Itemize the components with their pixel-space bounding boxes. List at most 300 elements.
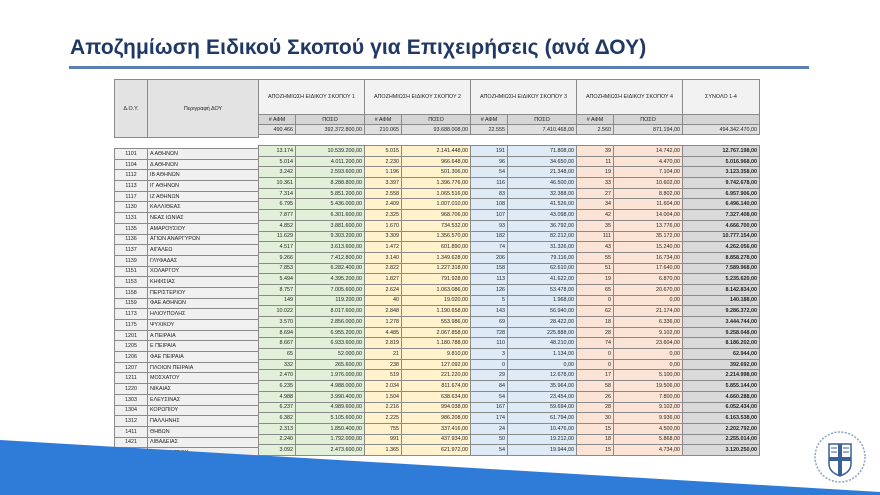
table-row xyxy=(115,330,259,341)
doy-code: 1421 xyxy=(115,437,148,448)
cell-afm2: 2.325 xyxy=(365,210,402,221)
cell-poso4: 4.500,00 xyxy=(614,423,683,434)
cell-poso3: 0,00 xyxy=(508,359,577,370)
cell-afm2: 755 xyxy=(365,423,402,434)
cell-poso2: 986.208,00 xyxy=(402,413,471,424)
cell-poso2: 968.706,00 xyxy=(402,210,471,221)
cell-poso1: 7.005.600,00 xyxy=(296,284,365,295)
cell-poso4: 6.336,00 xyxy=(614,317,683,328)
cell-poso3: 53.478,00 xyxy=(508,284,577,295)
cell-poso4: 17.640,00 xyxy=(614,263,683,274)
table-row xyxy=(115,245,259,256)
total-poso-2: 93.688.008,00 xyxy=(402,125,471,135)
cell-poso2: 1.349.628,00 xyxy=(402,252,471,263)
cell-afm4: 27 xyxy=(577,188,614,199)
cell-sum: 3.123.358,00 xyxy=(683,167,760,178)
total-poso-3: 7.410.468,00 xyxy=(508,125,577,135)
cell-afm1: 4.988 xyxy=(259,391,296,402)
table-row xyxy=(259,156,760,167)
cell-afm4: 18 xyxy=(577,317,614,328)
doy-code: 1151 xyxy=(115,266,148,277)
cell-poso3: 41.622,00 xyxy=(508,274,577,285)
cell-afm3: 113 xyxy=(471,274,508,285)
cell-afm4: 0 xyxy=(577,295,614,306)
cell-afm4: 19 xyxy=(577,167,614,178)
cell-poso1: 8.288.800,00 xyxy=(296,178,365,189)
cell-poso4: 9.936,00 xyxy=(614,413,683,424)
cell-afm1: 8.667 xyxy=(259,338,296,349)
table-row xyxy=(259,413,760,424)
table-row xyxy=(115,277,259,288)
cell-afm2: 991 xyxy=(365,434,402,445)
cell-sum: 140.188,00 xyxy=(683,295,760,306)
doy-name: ΕΛΕΥΣΙΝΑΣ xyxy=(148,394,259,405)
cell-poso3: 82.212,00 xyxy=(508,231,577,242)
cell-afm4: 28 xyxy=(577,327,614,338)
cell-sum: 8.142.834,00 xyxy=(683,284,760,295)
cell-afm3: 167 xyxy=(471,402,508,413)
cell-poso2: 9.810,00 xyxy=(402,349,471,360)
cell-sum: 5.016.968,00 xyxy=(683,156,760,167)
cell-afm2: 1.504 xyxy=(365,391,402,402)
cell-sum: 392.692,00 xyxy=(683,359,760,370)
doy-code: 1153 xyxy=(115,277,148,288)
greek-coat-of-arms-icon xyxy=(812,430,868,486)
cell-poso1: 5.851.200,00 xyxy=(296,188,365,199)
doy-code: 1220 xyxy=(115,384,148,395)
doy-code: 1135 xyxy=(115,223,148,234)
cell-sum: 8.186.202,00 xyxy=(683,338,760,349)
cell-poso3: 41.526,00 xyxy=(508,199,577,210)
cell-afm2: 2.034 xyxy=(365,381,402,392)
cell-afm1: 9.266 xyxy=(259,252,296,263)
doy-code: 1303 xyxy=(115,394,148,405)
doy-name: ΠΕΡΙΣΤΕΡΙΟΥ xyxy=(148,287,259,298)
table-row xyxy=(115,213,259,224)
cell-afm2: 1.827 xyxy=(365,274,402,285)
table-row xyxy=(259,349,760,360)
cell-poso4: 23.604,00 xyxy=(614,338,683,349)
cell-sum: 3.444.744,00 xyxy=(683,317,760,328)
table-row xyxy=(259,381,760,392)
cell-afm3: 5 xyxy=(471,295,508,306)
table-row xyxy=(259,231,760,242)
doy-name: ΚΗΦΙΣΙΑΣ xyxy=(148,277,259,288)
doy-code: 1205 xyxy=(115,341,148,352)
cell-poso2: 19.020,00 xyxy=(402,295,471,306)
cell-poso4: 15.240,00 xyxy=(614,242,683,253)
cell-afm2: 519 xyxy=(365,370,402,381)
cell-poso2: 621.972,00 xyxy=(402,445,471,456)
cell-afm4: 15 xyxy=(577,423,614,434)
doy-name: ΛΙΒΑΔΕΙΑΣ xyxy=(148,437,259,448)
cell-poso3: 1.968,00 xyxy=(508,295,577,306)
table-row xyxy=(115,426,259,437)
cell-afm2: 21 xyxy=(365,349,402,360)
cell-poso2: 601.890,00 xyxy=(402,242,471,253)
doy-name: ΙΒ ΑΘΗΝΩΝ xyxy=(148,170,259,181)
cell-poso4: 21.174,00 xyxy=(614,306,683,317)
doy-name: Δ ΑΘΗΝΩΝ xyxy=(148,159,259,170)
cell-poso2: 2.067.858,00 xyxy=(402,327,471,338)
doy-name: Α ΑΘΗΝΩΝ xyxy=(148,149,259,160)
cell-afm4: 62 xyxy=(577,306,614,317)
doy-name: ΚΑΛΛΙΘΕΑΣ xyxy=(148,202,259,213)
cell-poso2: 221.220,00 xyxy=(402,370,471,381)
cell-afm3: 158 xyxy=(471,263,508,274)
cell-poso3: 12.678,00 xyxy=(508,370,577,381)
cell-afm2: 2.225 xyxy=(365,413,402,424)
cell-poso3: 28.422,00 xyxy=(508,317,577,328)
cell-poso3: 1.134,00 xyxy=(508,349,577,360)
table-row xyxy=(115,362,259,373)
table-row xyxy=(115,170,259,181)
cell-afm2: 1.196 xyxy=(365,167,402,178)
cell-poso1: 5.436.000,00 xyxy=(296,199,365,210)
table-row xyxy=(259,263,760,274)
doy-code: 1112 xyxy=(115,170,148,181)
cell-poso3: 62.610,00 xyxy=(508,263,577,274)
doy-code: 1304 xyxy=(115,405,148,416)
cell-poso4: 4.470,00 xyxy=(614,156,683,167)
table-row xyxy=(115,202,259,213)
cell-poso1: 4.989.600,00 xyxy=(296,402,365,413)
table-row xyxy=(115,255,259,266)
table-row xyxy=(115,234,259,245)
cell-afm3: 110 xyxy=(471,338,508,349)
doy-name: ΜΟΣΧΑΤΟΥ xyxy=(148,373,259,384)
cell-afm2: 3.309 xyxy=(365,231,402,242)
cell-afm4: 0 xyxy=(577,349,614,360)
cell-poso2: 1.180.788,00 xyxy=(402,338,471,349)
cell-afm1: 7.853 xyxy=(259,263,296,274)
cell-poso3: 43.098,00 xyxy=(508,210,577,221)
cell-afm4: 111 xyxy=(577,231,614,242)
cell-sum: 7.327.408,00 xyxy=(683,210,760,221)
cell-afm3: 74 xyxy=(471,242,508,253)
cell-poso2: 1.227.318,00 xyxy=(402,263,471,274)
cell-afm2: 1.278 xyxy=(365,317,402,328)
header-group-4: ΑΠΟΖΗΜΙΩΣΗ ΕΙΔΙΚΟΥ ΣΚΟΠΟΥ 4 xyxy=(577,80,683,115)
cell-sum: 8.858.278,00 xyxy=(683,252,760,263)
cell-poso3: 19.212,00 xyxy=(508,434,577,445)
cell-afm1: 6.795 xyxy=(259,199,296,210)
cell-poso3: 19.944,00 xyxy=(508,445,577,456)
total-poso-1: 392.372.800,00 xyxy=(296,125,365,135)
cell-poso1: 52.000,00 xyxy=(296,349,365,360)
cell-poso1: 3.613.600,00 xyxy=(296,242,365,253)
cell-afm2: 238 xyxy=(365,359,402,370)
doy-code: 1158 xyxy=(115,287,148,298)
cell-afm2: 5.015 xyxy=(365,146,402,157)
cell-poso4: 9.102,00 xyxy=(614,327,683,338)
table-row xyxy=(115,149,259,160)
cell-poso2: 966.648,00 xyxy=(402,156,471,167)
table-row xyxy=(259,199,760,210)
table-row xyxy=(115,416,259,427)
table-row xyxy=(115,191,259,202)
cell-poso4: 16.734,00 xyxy=(614,252,683,263)
cell-afm4: 65 xyxy=(577,284,614,295)
cell-poso1: 6.955.200,00 xyxy=(296,327,365,338)
doy-code: 1131 xyxy=(115,213,148,224)
cell-afm3: 728 xyxy=(471,327,508,338)
doy-name: ΧΟΛΑΡΓΟΥ xyxy=(148,266,259,277)
doy-name: ΝΕΑΣ ΙΩΝΙΑΣ xyxy=(148,213,259,224)
table-row xyxy=(115,373,259,384)
cell-afm2: 2.822 xyxy=(365,263,402,274)
cell-sum: 2.214.998,00 xyxy=(683,370,760,381)
cell-poso2: 791.928,00 xyxy=(402,274,471,285)
cell-poso1: 3.881.600,00 xyxy=(296,220,365,231)
cell-afm3: 69 xyxy=(471,317,508,328)
cell-afm3: 96 xyxy=(471,156,508,167)
cell-poso1: 2.856.000,00 xyxy=(296,317,365,328)
doy-code: 1211 xyxy=(115,373,148,384)
table-row xyxy=(259,146,760,157)
table-row xyxy=(115,352,259,363)
doy-code: 1137 xyxy=(115,245,148,256)
cell-poso2: 1.396.776,00 xyxy=(402,178,471,189)
cell-poso4: 20.670,00 xyxy=(614,284,683,295)
cell-poso3: 31.326,00 xyxy=(508,242,577,253)
cell-poso4: 11.604,00 xyxy=(614,199,683,210)
cell-afm1: 6.235 xyxy=(259,381,296,392)
cell-poso1: 4.011.200,00 xyxy=(296,156,365,167)
cell-poso1: 8.017.600,00 xyxy=(296,306,365,317)
cell-afm1: 10.361 xyxy=(259,178,296,189)
subheader-afm-1: # ΑΦΜ xyxy=(259,115,296,125)
cell-poso3: 71.808,00 xyxy=(508,146,577,157)
cell-poso3: 48.210,00 xyxy=(508,338,577,349)
doy-code: 1113 xyxy=(115,181,148,192)
cell-poso1: 265.600,00 xyxy=(296,359,365,370)
cell-afm4: 34 xyxy=(577,199,614,210)
cell-poso1: 6.301.600,00 xyxy=(296,210,365,221)
table-row xyxy=(259,423,760,434)
table-row xyxy=(259,188,760,199)
cell-afm1: 4.517 xyxy=(259,242,296,253)
table-row xyxy=(259,402,760,413)
header-group-3: ΑΠΟΖΗΜΙΩΣΗ ΕΙΔΙΚΟΥ ΣΚΟΠΟΥ 3 xyxy=(471,80,577,115)
table-row xyxy=(115,287,259,298)
doy-name: ΨΥΧΙΚΟΥ xyxy=(148,320,259,331)
cell-afm2: 1.670 xyxy=(365,220,402,231)
cell-sum: 4.660.288,00 xyxy=(683,391,760,402)
cell-poso2: 127.092,00 xyxy=(402,359,471,370)
table-row xyxy=(115,181,259,192)
cell-sum: 4.666.700,00 xyxy=(683,220,760,231)
cell-poso3: 79.116,00 xyxy=(508,252,577,263)
cell-poso1: 5.105.600,00 xyxy=(296,413,365,424)
doy-code: 1159 xyxy=(115,298,148,309)
cell-poso2: 553.986,00 xyxy=(402,317,471,328)
table-row xyxy=(115,320,259,331)
cell-poso3: 36.792,00 xyxy=(508,220,577,231)
table-row xyxy=(259,338,760,349)
cell-afm1: 8.694 xyxy=(259,327,296,338)
cell-sum: 3.120.250,00 xyxy=(683,445,760,456)
cell-afm1: 13.174 xyxy=(259,146,296,157)
header-group-2: ΑΠΟΖΗΜΙΩΣΗ ΕΙΔΙΚΟΥ ΣΚΟΠΟΥ 2 xyxy=(365,80,471,115)
cell-poso1: 119.200,00 xyxy=(296,295,365,306)
table-row xyxy=(115,405,259,416)
cell-poso4: 0,00 xyxy=(614,295,683,306)
doy-name: Α ΠΕΙΡΑΙΑ xyxy=(148,330,259,341)
cell-afm4: 18 xyxy=(577,434,614,445)
cell-afm3: 0 xyxy=(471,359,508,370)
cell-afm2: 1.472 xyxy=(365,242,402,253)
cell-afm2: 40 xyxy=(365,295,402,306)
cell-poso2: 337.416,00 xyxy=(402,423,471,434)
cell-poso2: 734.532,00 xyxy=(402,220,471,231)
cell-sum: 9.258.048,00 xyxy=(683,327,760,338)
cell-poso3: 61.794,00 xyxy=(508,413,577,424)
cell-poso3: 225.888,00 xyxy=(508,327,577,338)
cell-sum: 6.163.538,00 xyxy=(683,413,760,424)
cell-poso1: 9.303.200,00 xyxy=(296,231,365,242)
cell-afm2: 2.624 xyxy=(365,284,402,295)
table-row xyxy=(115,298,259,309)
cell-poso4: 0,00 xyxy=(614,349,683,360)
cell-afm4: 42 xyxy=(577,210,614,221)
doy-code: 1206 xyxy=(115,352,148,363)
cell-poso4: 14.742,00 xyxy=(614,146,683,157)
cell-poso2: 1.065.516,00 xyxy=(402,188,471,199)
table-row xyxy=(259,295,760,306)
cell-poso3: 59.694,00 xyxy=(508,402,577,413)
title-underline xyxy=(69,66,809,69)
cell-poso2: 1.007.010,00 xyxy=(402,199,471,210)
cell-afm1: 4.852 xyxy=(259,220,296,231)
cell-poso1: 10.539.200,00 xyxy=(296,146,365,157)
cell-afm4: 55 xyxy=(577,252,614,263)
cell-sum: 6.496.140,00 xyxy=(683,199,760,210)
cell-poso3: 21.348,00 xyxy=(508,167,577,178)
cell-afm2: 2.848 xyxy=(365,306,402,317)
cell-poso4: 6.870,00 xyxy=(614,274,683,285)
cell-afm4: 74 xyxy=(577,338,614,349)
table-row xyxy=(259,359,760,370)
cell-sum: 12.767.198,00 xyxy=(683,146,760,157)
doy-code: 1104 xyxy=(115,159,148,170)
doy-name: ΦΑΕ ΑΘΗΝΩΝ xyxy=(148,298,259,309)
cell-afm3: 3 xyxy=(471,349,508,360)
cell-afm1: 5.494 xyxy=(259,274,296,285)
cell-poso4: 4.734,00 xyxy=(614,445,683,456)
cell-poso2: 811.674,00 xyxy=(402,381,471,392)
cell-afm2: 4.485 xyxy=(365,327,402,338)
doy-name: Ε ΠΕΙΡΑΙΑ xyxy=(148,341,259,352)
cell-sum: 2.202.792,00 xyxy=(683,423,760,434)
cell-afm1: 5.014 xyxy=(259,156,296,167)
doy-name: ΓΛΥΦΑΔΑΣ xyxy=(148,255,259,266)
cell-poso4: 9.102,00 xyxy=(614,402,683,413)
cell-afm1: 3.092 xyxy=(259,445,296,456)
cell-poso1: 1.976.000,00 xyxy=(296,370,365,381)
cell-afm3: 54 xyxy=(471,391,508,402)
subheader-total xyxy=(683,115,760,125)
cell-afm2: 2.230 xyxy=(365,156,402,167)
cell-afm1: 6.382 xyxy=(259,413,296,424)
cell-sum: 6.052.434,00 xyxy=(683,402,760,413)
subheader-poso-4: ΠΟΣΟ xyxy=(614,115,683,125)
cell-afm2: 3.397 xyxy=(365,178,402,189)
table-row xyxy=(259,178,760,189)
cell-afm3: 108 xyxy=(471,199,508,210)
doy-code: 1136 xyxy=(115,234,148,245)
cell-poso2: 994.038,00 xyxy=(402,402,471,413)
table-row xyxy=(259,317,760,328)
cell-sum: 10.777.154,00 xyxy=(683,231,760,242)
subheader-afm-2: # ΑΦΜ xyxy=(365,115,402,125)
subheader-afm-3: # ΑΦΜ xyxy=(471,115,508,125)
cell-afm1: 3.242 xyxy=(259,167,296,178)
doy-name: ΦΑΕ ΠΕΙΡΑΙΑ xyxy=(148,352,259,363)
cell-afm1: 10.022 xyxy=(259,306,296,317)
doy-description-table xyxy=(114,79,259,459)
cell-sum: 5.235.620,00 xyxy=(683,274,760,285)
total-afm-1: 490.466 xyxy=(259,125,296,135)
table-row xyxy=(259,220,760,231)
cell-afm1: 2.313 xyxy=(259,423,296,434)
doy-code: 1207 xyxy=(115,362,148,373)
cell-poso3: 10.476,00 xyxy=(508,423,577,434)
cell-afm4: 58 xyxy=(577,381,614,392)
table-row xyxy=(115,341,259,352)
cell-afm4: 35 xyxy=(577,220,614,231)
cell-poso4: 7.104,00 xyxy=(614,167,683,178)
cell-poso1: 7.412.800,00 xyxy=(296,252,365,263)
cell-afm3: 24 xyxy=(471,423,508,434)
compensation-table xyxy=(258,79,760,456)
cell-afm1: 65 xyxy=(259,349,296,360)
cell-afm1: 3.570 xyxy=(259,317,296,328)
cell-poso4: 5.868,00 xyxy=(614,434,683,445)
doy-name: ΙΓ ΑΘΗΝΩΝ xyxy=(148,181,259,192)
cell-afm1: 2.470 xyxy=(259,370,296,381)
cell-poso4: 19.506,00 xyxy=(614,381,683,392)
cell-poso3: 56.940,00 xyxy=(508,306,577,317)
doy-name: ΘΗΒΩΝ xyxy=(148,426,259,437)
cell-afm1: 332 xyxy=(259,359,296,370)
table-row xyxy=(259,370,760,381)
doy-code: 1173 xyxy=(115,309,148,320)
table-row xyxy=(115,159,259,170)
cell-afm4: 17 xyxy=(577,370,614,381)
cell-afm4: 33 xyxy=(577,178,614,189)
cell-afm3: 93 xyxy=(471,220,508,231)
cell-poso3: 34.650,00 xyxy=(508,156,577,167)
cell-afm4: 19 xyxy=(577,274,614,285)
cell-afm1: 6.237 xyxy=(259,402,296,413)
cell-sum: 5.855.144,00 xyxy=(683,381,760,392)
cell-afm3: 107 xyxy=(471,210,508,221)
doy-name: ΝΙΚΑΙΑΣ xyxy=(148,384,259,395)
total-afm-4: 2.560 xyxy=(577,125,614,135)
doy-code: 1130 xyxy=(115,202,148,213)
doy-code: 1201 xyxy=(115,330,148,341)
cell-afm3: 54 xyxy=(471,167,508,178)
cell-poso4: 8.802,00 xyxy=(614,188,683,199)
cell-poso2: 1.356.570,00 xyxy=(402,231,471,242)
table-row xyxy=(115,384,259,395)
cell-afm3: 83 xyxy=(471,188,508,199)
cell-poso4: 10.602,00 xyxy=(614,178,683,189)
cell-poso1: 4.988.000,00 xyxy=(296,381,365,392)
cell-sum: 62.944,00 xyxy=(683,349,760,360)
cell-afm4: 26 xyxy=(577,391,614,402)
